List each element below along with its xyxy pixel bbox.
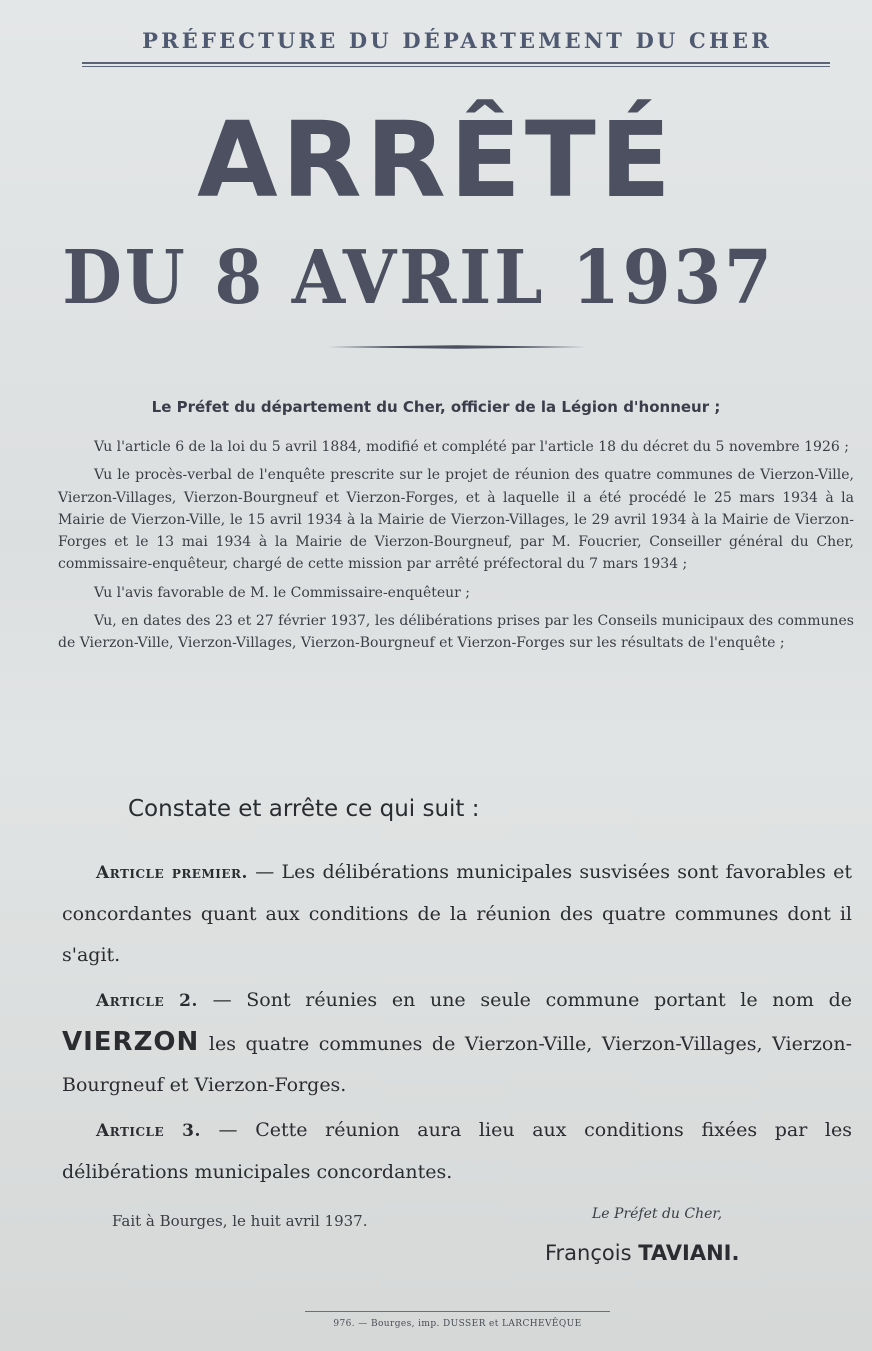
article-label: Article 3. [96, 1121, 201, 1141]
considerant-1: Vu l'article 6 de la loi du 5 avril 1884, modifié et complété par l'article 18 du décret du 5 novembre 1926 ; [94, 439, 849, 455]
document-date: DU 8 AVRIL 1937 [62, 235, 775, 321]
constate-heading: Constate et arrête ce qui suit : [128, 796, 480, 822]
signature-role: Le Préfet du Cher, [592, 1206, 723, 1222]
considerant-3: Vu l'avis favorable de M. le Commissaire-enquêteur ; [94, 584, 471, 601]
printer-imprint: 976. — Bourges, imp. DUSSER et LARCHEVÊQUE [333, 1319, 582, 1329]
article-text: Cette réunion aura lieu aux conditions fixées par les délibérations municipales concordantes. [62, 1119, 852, 1183]
article-premier [62, 852, 852, 976]
article-dash: — [218, 1119, 238, 1141]
considerant-2: Vu le procès-verbal de l'enquête prescrite sur le projet de réunion des quatre communes de Vierzon-Ville, Vierzon-Villages, Vierzon-Bourgneuf et Vierzon-Forges, et à laquelle il a été procédé le 25 mars 1934 à la Mairie de Vierzon-Ville, le 15 avril 1934 à la Mairie de Vierzon-Villages, le 29 avril 1934 à la Mairie de Vierzon-Forges et le 13 mai 1934 à la Mairie de Vierzon-Bourgneuf, par M. Foucrier, Conseiller général du Cher, commissaire-enquêteur, chargé de cette mission par arrêté préfectoral du 7 mars 1934 ; [58, 467, 854, 573]
commune-name: VIERZON [62, 1027, 200, 1057]
article-text: Les délibérations municipales susvisées sont favorables et concordantes quant aux conditions de la réunion des quatre communes dont il s'agit. [62, 861, 853, 966]
header-rule [82, 62, 830, 67]
article-label: Article premier. [96, 863, 248, 883]
document-title: ARRÊTÉ [197, 99, 675, 221]
signature-first-name: François [545, 1241, 632, 1265]
considerants [58, 436, 854, 661]
signature-last-name: TAVIANI. [638, 1241, 740, 1265]
place-date-line: Fait à Bourges, le huit avril 1937. [112, 1212, 368, 1230]
considerant-4: Vu, en dates des 23 et 27 février 1937, les délibérations prises par les Conseils municipaux des communes de Vierzon-Ville, Vierzon-Villages, Vierzon-Bourgneuf et Vierzon-Forges sur les résultats de l'enquête ; [58, 613, 854, 652]
article-dash: — [255, 861, 275, 883]
article-label: Article 2. [96, 991, 198, 1011]
prefecture-header: PRÉFECTURE DU DÉPARTEMENT DU CHER [142, 28, 772, 53]
signature-name [545, 1241, 739, 1265]
article-dash: — [212, 989, 232, 1011]
articles [62, 852, 852, 1193]
article-2 [62, 980, 852, 1106]
article-text: Sont réunies en une seule commune portant le nom de [246, 989, 853, 1011]
article-text: les quatre communes de Vierzon-Ville, Vierzon-Villages, Vierzon-Bourgneuf et Vierzon-Forges. [62, 1033, 853, 1096]
article-3 [62, 1110, 852, 1193]
ornamental-rule [328, 345, 586, 349]
prefet-heading: Le Préfet du département du Cher, officier de la Légion d'honneur ; [151, 398, 721, 416]
footer-rule [305, 1311, 610, 1312]
